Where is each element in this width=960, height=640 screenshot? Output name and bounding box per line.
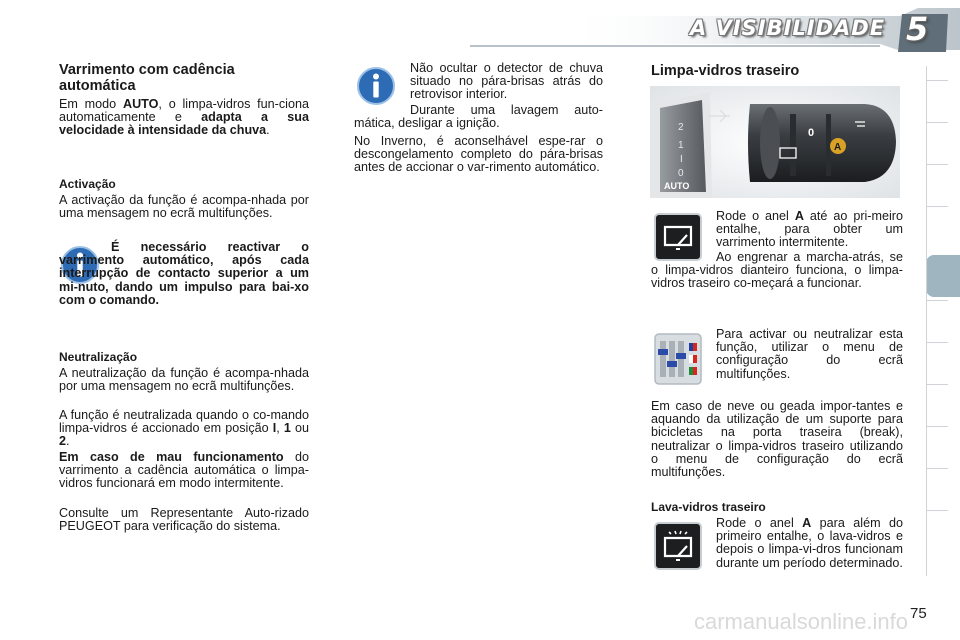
separator: ou (290, 421, 309, 436)
separator: , (276, 421, 284, 436)
ring-first-notch-text (716, 210, 903, 250)
washer-text: Rode o anel (716, 516, 803, 530)
reactivation-note (59, 241, 309, 307)
ring-label-a: A (794, 209, 804, 223)
position-I: I (272, 421, 277, 436)
neutralisation-text-2 (59, 409, 309, 449)
washer-label-a: A (802, 516, 812, 530)
watermark: carmanualsonline.info (694, 609, 909, 634)
chapter-tab[interactable] (926, 300, 948, 343)
auto-intro-paragraph (59, 98, 309, 138)
auto-label: AUTO (122, 97, 159, 111)
neutralisation-text: A função é neutralizada quando o co-mando limpa-vidros é accionado em posição (59, 408, 309, 436)
chapter-tab[interactable] (926, 468, 948, 511)
chapter-tab[interactable] (926, 122, 948, 165)
neutralisation-text-1: A neutralização da função é acompa-nhada por uma mensagem no ecrã multifunções. (59, 366, 309, 394)
intro-text: . (266, 123, 270, 138)
chapter-tab[interactable] (926, 164, 948, 207)
stalk-label-0: 0 (808, 127, 815, 139)
rear-washer-text (716, 517, 903, 570)
malfunction-text: do varrimento a cadência automática o limpa-vidros funcionará em modo intermitente. (59, 450, 309, 491)
rain-sensor-note: Não ocultar o detector de chuva situado no pára-brisas atrás do retrovisor interior. (410, 61, 603, 102)
chapter-number: 5 (906, 10, 929, 48)
position-1: 1 (283, 421, 291, 436)
section-heading-rear-wiper: Limpa-vidros traseiro (651, 63, 800, 79)
neutralisation-heading: Neutralização (59, 350, 138, 364)
intro-text: , o limpa-vidros fun-ciona automaticamente e (59, 97, 309, 125)
chapter-tab[interactable] (926, 206, 948, 249)
reverse-gear-text (651, 251, 903, 291)
chapter-tab-active[interactable] (926, 255, 960, 297)
ring-text: Rode o anel (716, 209, 795, 223)
reverse-gear-text-inner: Ao engrenar a marcha-atrás, se o limpa-vidros dianteiro funciona, o limpa-vidros traseiro co-meçará a funcionar. (651, 250, 903, 291)
rear-washer-icon (654, 522, 702, 570)
washer-text: para além do primeiro entalhe, o lava-vidros e depois o limpa-vi-dros funcionam durante um período determinado. (716, 516, 903, 570)
stalk-label-auto: AUTO (664, 181, 690, 191)
chapter-tab[interactable] (926, 510, 948, 553)
stalk-label-a: A (834, 142, 842, 153)
intro-bold: adapta a sua velocidade à intensidade da chuva (59, 110, 309, 138)
ring-text: até ao pri-meiro entalhe, para obter um varrimento intermitente. (716, 209, 903, 250)
svg-text:1: 1 (678, 140, 684, 151)
activation-text: A activação da função é acompa-nhada por uma mensagem no ecrã multifunções. (59, 193, 309, 221)
car-wash-note (354, 104, 603, 130)
reactivation-note-text: É necessário reactivar o varrimento automático, após cada interrupção de contacto superior a um mi-nuto, dando um impulso para bai-xo com o comando. (59, 240, 309, 307)
winter-note: No Inverno, é aconselhável espe-rar o descongelamento completo do pára-brisas antes de accionar o var-rimento automático. (354, 134, 603, 175)
intro-text: Em modo (59, 97, 123, 111)
config-menu-icon (654, 333, 702, 385)
car-wash-note-text: Durante uma lavagem auto-mática, desligar a ignição. (354, 103, 603, 131)
svg-text:0: 0 (678, 168, 684, 179)
snow-frost-text: Em caso de neve ou geada impor-tantes e aquando da utilização de um suporte para bicicletas na porta traseira (break), neutralizar o limpa-vidros traseiro utilizando o menu de configuração do ecrã multifunções. (651, 399, 903, 480)
config-menu-text: Para activar ou neutralizar esta função, utilizar o menu de configuração do ecrã multifunções. (716, 327, 903, 381)
malfunction-paragraph (59, 451, 309, 491)
separator: . (66, 434, 70, 449)
section-heading-auto-wiping: Varrimento com cadência automática (59, 62, 235, 94)
svg-text:2: 2 (678, 122, 684, 133)
chapter-tab[interactable] (926, 426, 948, 469)
wiper-stalk-photo (650, 86, 900, 198)
chapter-title: A VISIBILIDADE (690, 16, 886, 40)
chapter-tab[interactable] (926, 80, 948, 123)
activation-heading: Activação (59, 177, 116, 191)
page-number: 75 (910, 605, 927, 622)
svg-text:I: I (680, 154, 683, 165)
chapter-tab[interactable] (926, 384, 948, 427)
info-icon (354, 64, 398, 108)
tab-edge-line (926, 66, 927, 576)
consult-paragraph: Consulte um Representante Auto-rizado PEUGEOT para verificação do sistema. (59, 506, 309, 534)
position-2: 2 (59, 434, 67, 449)
chapter-tab[interactable] (926, 342, 948, 385)
rear-washer-heading: Lava-vidros traseiro (651, 500, 766, 514)
malfunction-bold: Em caso de mau funcionamento (59, 450, 284, 464)
